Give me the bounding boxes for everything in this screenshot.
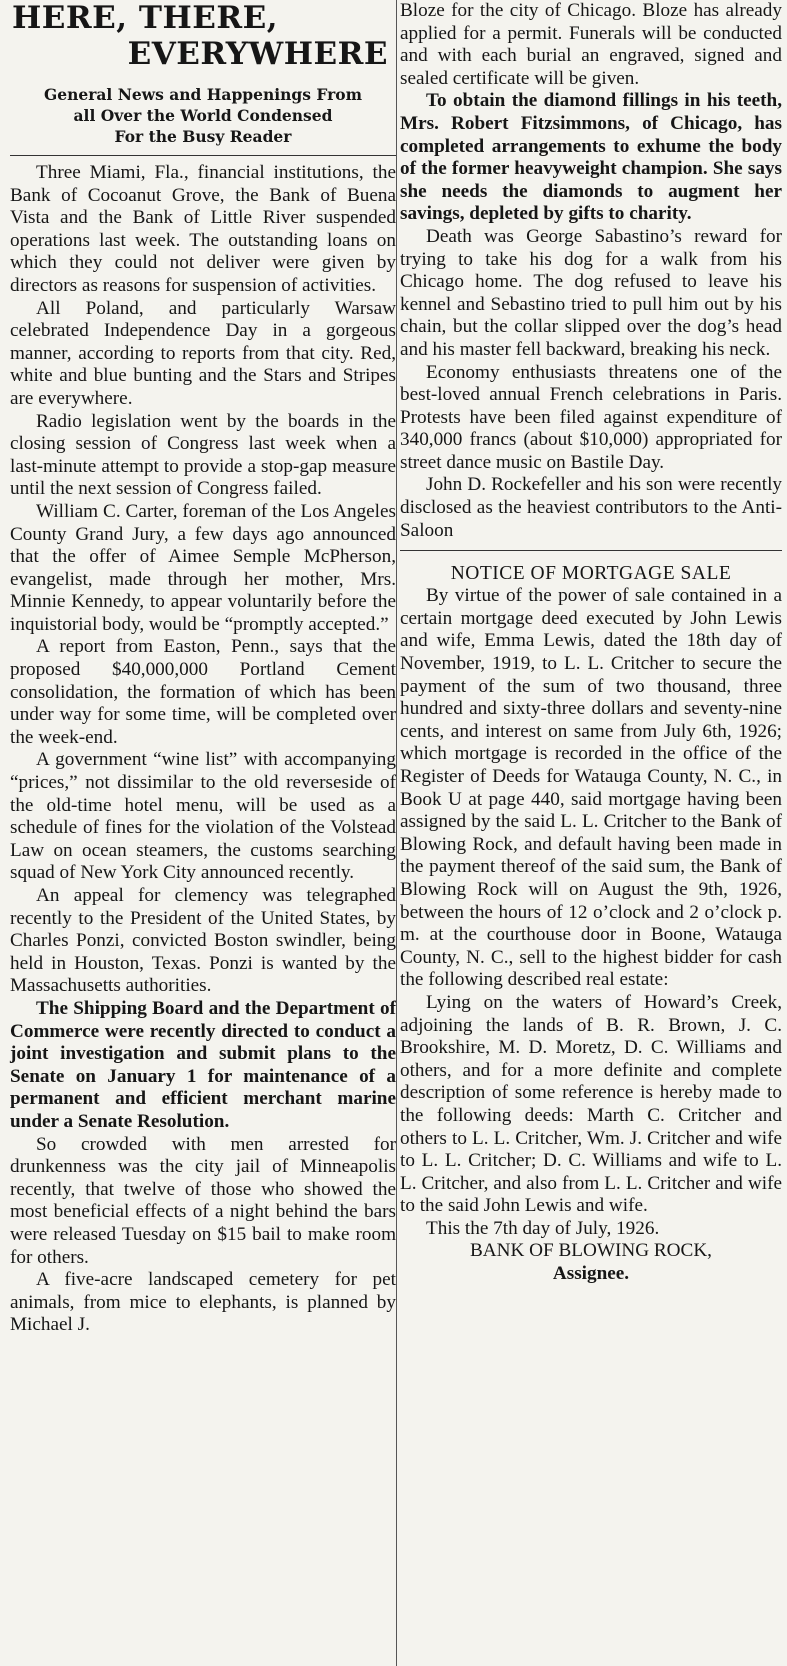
article-miami-banks: Three Miami, Fla., financial institutions, the Bank of Cocoanut Grove, the Bank of Buena Vista and the Bank of Little River suspended operations last week. The outstanding loans on which they could not deliver were given by directors as reasons for suspension of activities. <box>10 162 396 296</box>
article-bastile-day: Economy enthusiasts threatens one of the best-loved annual French celebrations in Paris. Protests have been filed against expenditure of 340,000 francs (about $10,000) appropriated for street dance music on Bastile Day. <box>400 361 782 473</box>
headline-line-2: EVERYWHERE <box>127 36 388 72</box>
article-portland-cement: A report from Easton, Penn., says that the proposed $40,000,000 Portland Cement consolidation, the formation of which has been under way for some time, will be completed over the week-end. <box>10 636 396 748</box>
article-radio-legislation: Radio legislation went by the boards in the closing session of Congress last week when a last-minute attempt to provide a stop-gap measure until the next session of Congress failed. <box>10 410 396 500</box>
notice-role: Assignee. <box>552 1263 630 1285</box>
article-shipping-board: The Shipping Board and the Department of Commerce were recently directed to conduct a joint investigation and submit plans to the Senate on January 1 for maintenance of a permanent and efficient merchant marine under a Senate Resolution. <box>10 997 396 1132</box>
deck-divider <box>10 155 396 156</box>
article-pet-cemetery-cont: Bloze for the city of Chicago. Bloze has already applied for a permit. Funerals will be conducted and with each burial an engraved, signed and sealed certificate will be given. <box>400 0 782 89</box>
deck-line-3: For the Busy Reader <box>114 127 292 146</box>
notice-divider <box>400 550 782 551</box>
notice-signature: BANK OF BLOWING ROCK, <box>470 1240 712 1262</box>
headline-line-1: HERE, THERE, <box>12 0 279 36</box>
deck <box>10 84 396 147</box>
left-column <box>10 0 396 1666</box>
notice-date: This the 7th day of July, 1926. <box>426 1217 660 1239</box>
right-column <box>400 0 782 1666</box>
article-fitzsimmons: To obtain the diamond fillings in his teeth, Mrs. Robert Fitzsimmons, of Chicago, has completed arrangements to exhume the body of the former heavyweight champion. She says she needs the diamonds to augment her savings, depleted by gifts to charity. <box>400 90 782 225</box>
article-poland: All Poland, and particularly Warsaw celebrated Independence Day in a gorgeous manner, according to reports from that city. Red, white and blue bunting and the Stars and Stripes are everywhere. <box>10 297 396 409</box>
notice-paragraph: Lying on the waters of Howard’s Creek, adjoining the lands of B. R. Brown, J. C. Brookshire, M. D. Moretz, D. C. Williams and others, and for a more definite and complete description of some reference is hereby made to the following deeds: Marth C. Critcher and others to L. L. Critcher, Wm. J. Critcher and wife to L. L. Critcher; D. C. Williams and wife to L. L. Critcher, and also from L. L. Critcher and wife to the said John Lewis and wife. <box>400 991 782 1217</box>
article-ponzi: An appeal for clemency was telegraphed recently to the President of the United States, by Charles Ponzi, convicted Boston swindler, being held in Houston, Texas. Ponzi is wanted by the Massachusetts authorities. <box>10 885 396 997</box>
article-sabastino: Death was George Sabastino’s reward for trying to take his dog for a walk from his Chicago home. The dog refused to leave his kennel and Sebastino tried to pull him out by his chain, but the collar slipped over the dog’s head and his master fell backward, breaking his neck. <box>400 225 782 360</box>
article-carter: William C. Carter, foreman of the Los Angeles County Grand Jury, a few days ago announced that the offer of Aimee Semple McPherson, evangelist, made through her mother, Mrs. Minnie Kennedy, to appear voluntarily before the inquistorial body, would be “promptly accepted.” <box>10 500 396 635</box>
article-rockefeller: John D. Rockefeller and his son were recently disclosed as the heaviest contributors to the Anti-Saloon <box>400 474 782 541</box>
article-wine-list: A government “wine list” with accompanying “prices,” not dissimilar to the old reverseside of the old-time hotel menu, will be used as a schedule of fines for the violation of the Volstead Law on ocean steamers, the customs searching squad of New York City announced recently. <box>10 749 396 884</box>
column-divider <box>396 0 397 1666</box>
deck-line-1: General News and Happenings From <box>43 85 362 104</box>
deck-line-2: all Over the World Condensed <box>73 106 333 125</box>
notice-paragraph: By virtue of the power of sale contained in a certain mortgage deed executed by John Lewis and wife, Emma Lewis, dated the 18th day of November, 1919, to L. L. Critcher to secure the payment of the sum of two thousand, three hundred and sixty-three dollars and seventy-nine cents, and interest on same from July 6th, 1926; which mortgage is recorded in the office of the Register of Deeds for Watauga County, N. C., in Book U at page 440, said mortgage having been assigned by the said L. L. Critcher to the Bank of Blowing Rock, and default having been made in the payment thereof of the said sum, the Bank of Blowing Rock will on August the 9th, 1926, between the hours of 12 o’clock and 2 o’clock p. m. at the courthouse door in Boone, Watauga County, N. C., sell to the highest bidder for cash the following described real estate: <box>400 585 782 991</box>
article-minneapolis: So crowded with men arrested for drunkenness was the city jail of Minneapolis recently, that twelve of those who showed the most beneficial effects of a night behind the bars were released Tuesday on $15 bail to make room for others. <box>10 1133 396 1268</box>
notice-title: NOTICE OF MORTGAGE SALE <box>450 563 732 585</box>
article-pet-cemetery: A five-acre landscaped cemetery for pet animals, from mice to elephants, is planned by Michael J. <box>10 1269 396 1336</box>
